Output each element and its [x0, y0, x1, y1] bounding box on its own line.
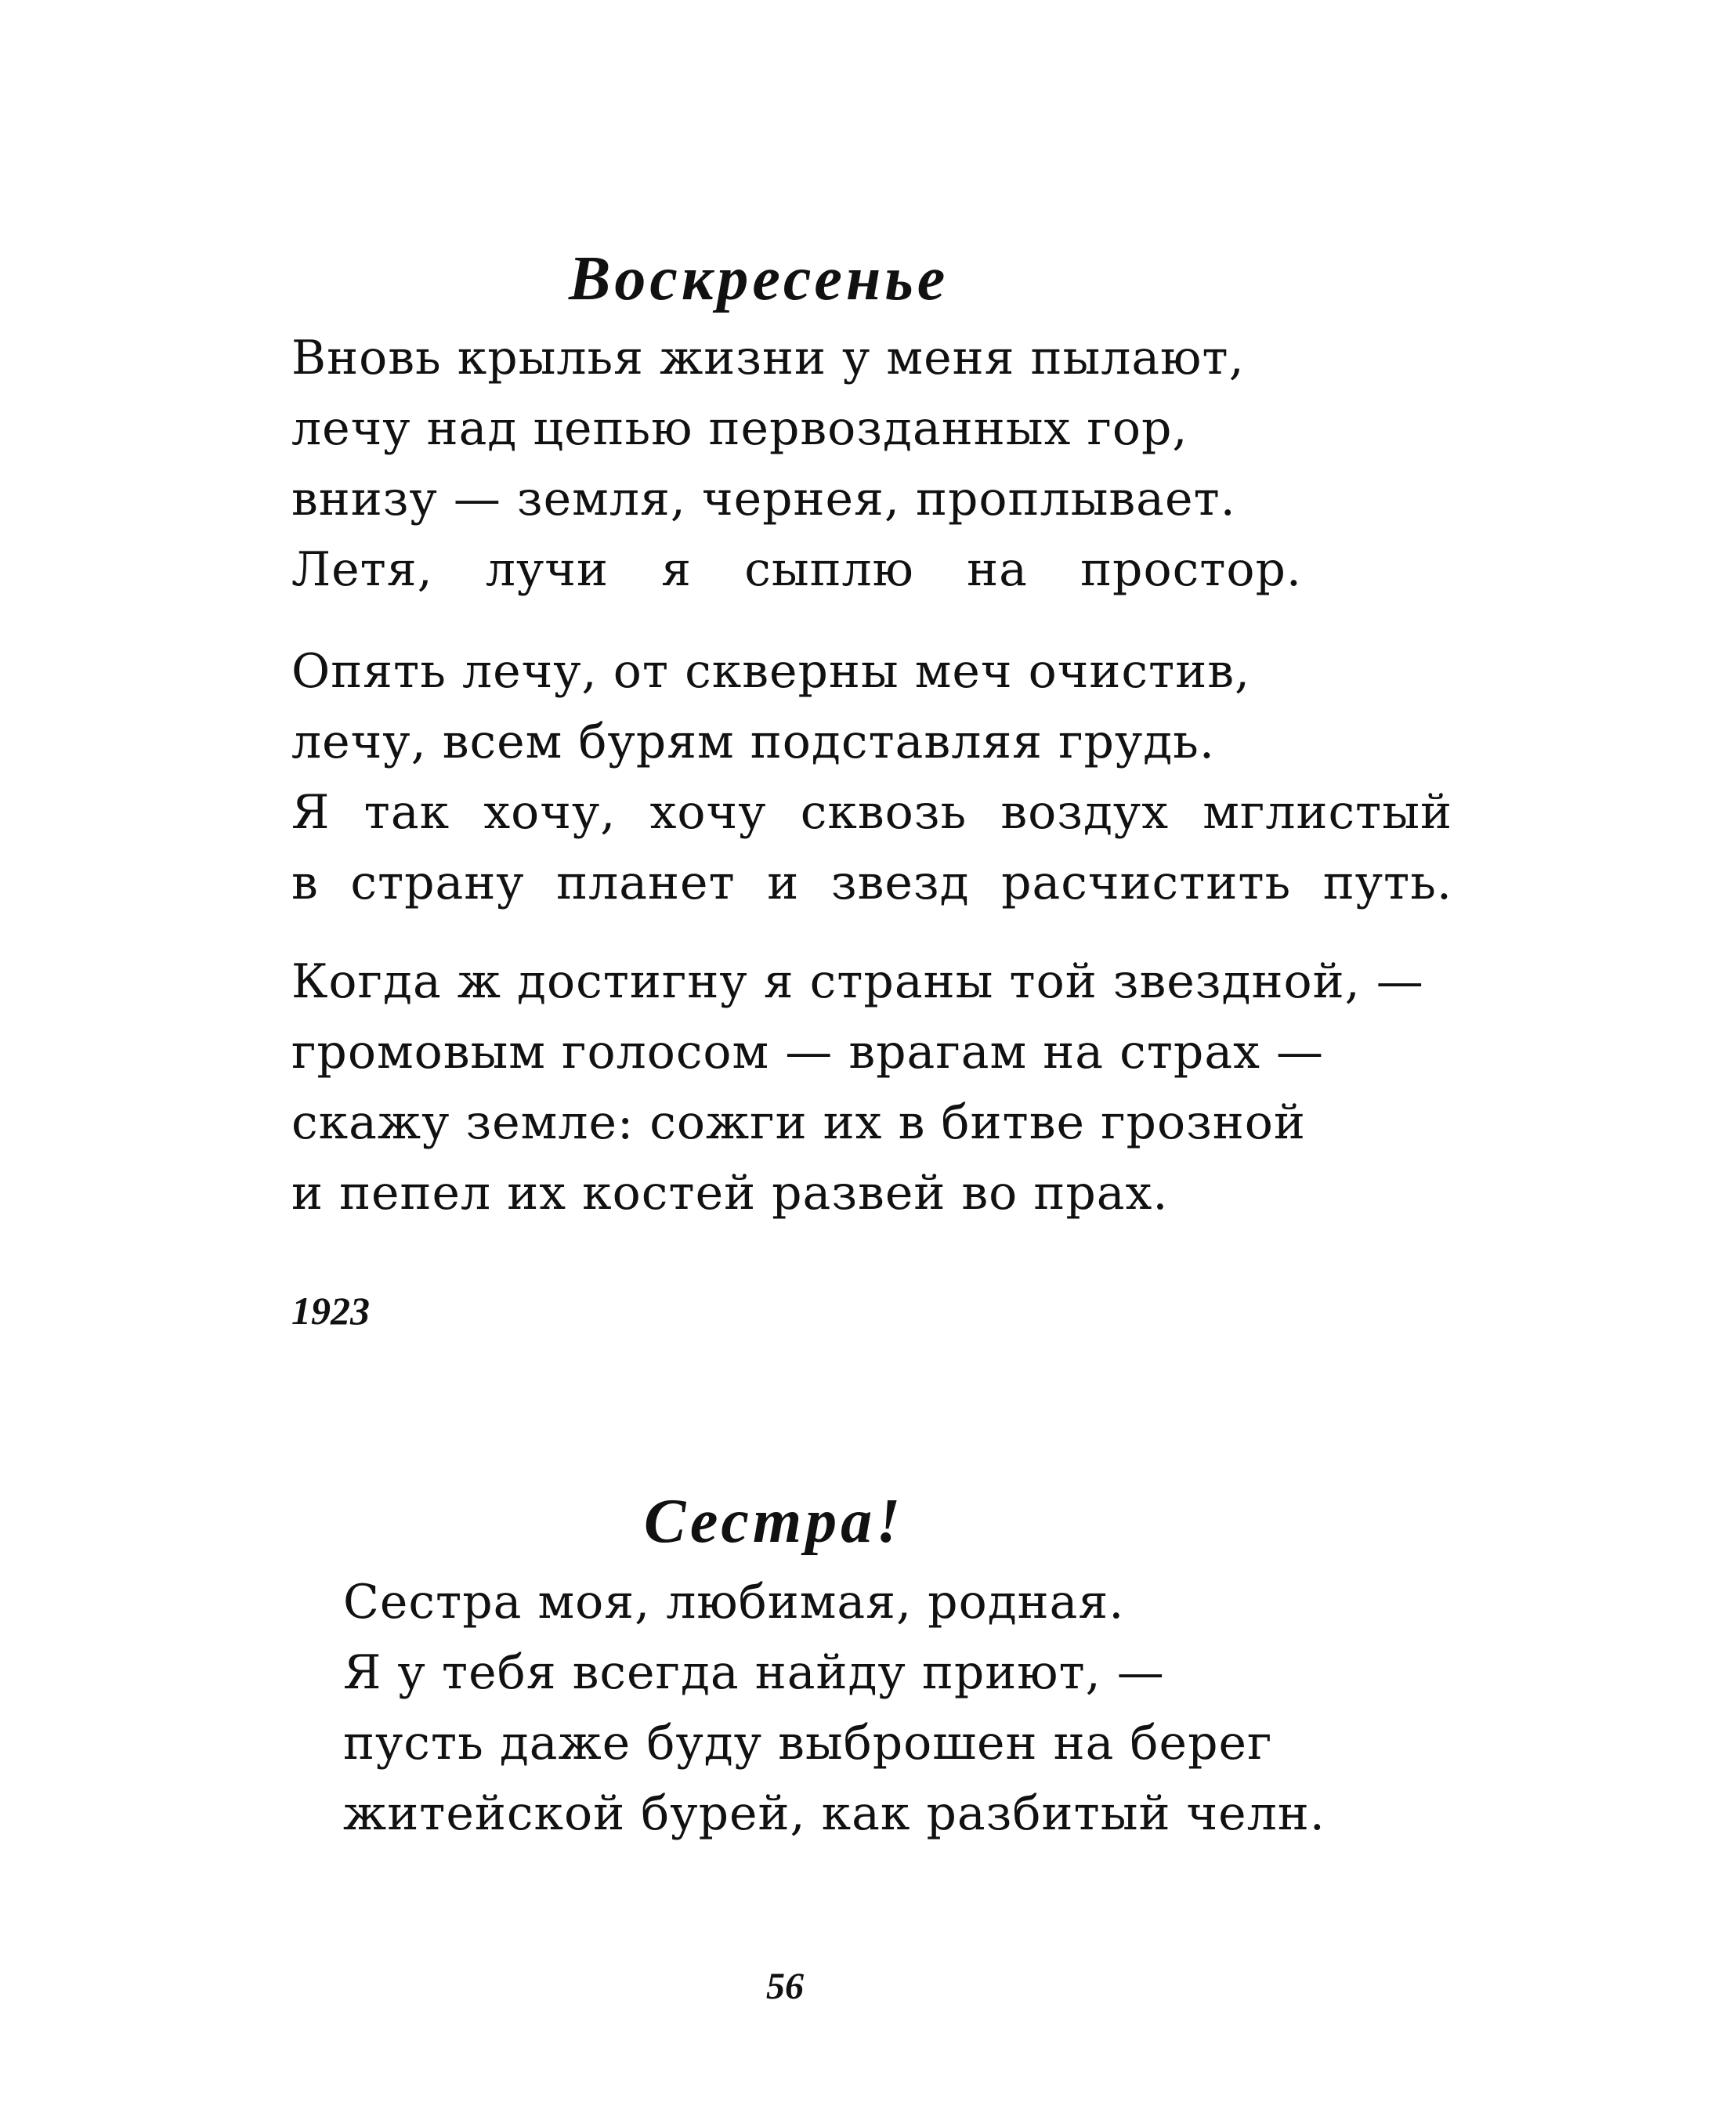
poem-line: и пепел их костей развей во прах.: [291, 1166, 1169, 1221]
poem-1-stanza-2: [291, 636, 1452, 918]
poem-line: внизу — земля, чернея, проплывает.: [291, 472, 1236, 526]
poem-line: Вновь крылья жизни у меня пылают,: [291, 331, 1245, 385]
poem-line: Летя, лучи я сыплю на простор.: [291, 542, 1302, 597]
poem-line: громовым голосом — врагам на страх —: [291, 1025, 1325, 1080]
poem-line: Я у тебя всегда найду приют, —: [343, 1645, 1165, 1700]
page-number: 56: [766, 1966, 804, 2007]
poem-line: Я так хочу, хочу сквозь воздух мглистый: [291, 785, 1452, 840]
poem-line: лечу, всем бурям подставляя грудь.: [291, 715, 1215, 769]
poem-1-stanza-1: [291, 323, 1302, 605]
poem-line: Когда ж достигну я страны той звездной, —: [291, 954, 1424, 1009]
poem-2-stanza-1: [343, 1567, 1362, 1849]
poem-line: скажу земле: сожги их в битве грозной: [291, 1095, 1306, 1150]
poem-line: житейской бурей, как разбитый челн.: [343, 1786, 1326, 1841]
poem-line: Сестра моя, любимая, родная.: [343, 1575, 1125, 1630]
poem-line: пусть даже буду выброшен на берег: [343, 1716, 1273, 1771]
poem-line: лечу над цепью первозданных гор,: [291, 401, 1188, 456]
poem-line: в страну планет и звезд расчистить путь.: [291, 856, 1452, 910]
poem-line: Опять лечу, от скверны меч очистив,: [291, 644, 1251, 699]
poem-1-stanza-3: [291, 946, 1452, 1228]
poem-title-sestra: Сестра!: [644, 1486, 905, 1556]
poem-year: 1923: [291, 1289, 370, 1333]
poem-title-voskresenye: Воскресенье: [569, 244, 949, 313]
